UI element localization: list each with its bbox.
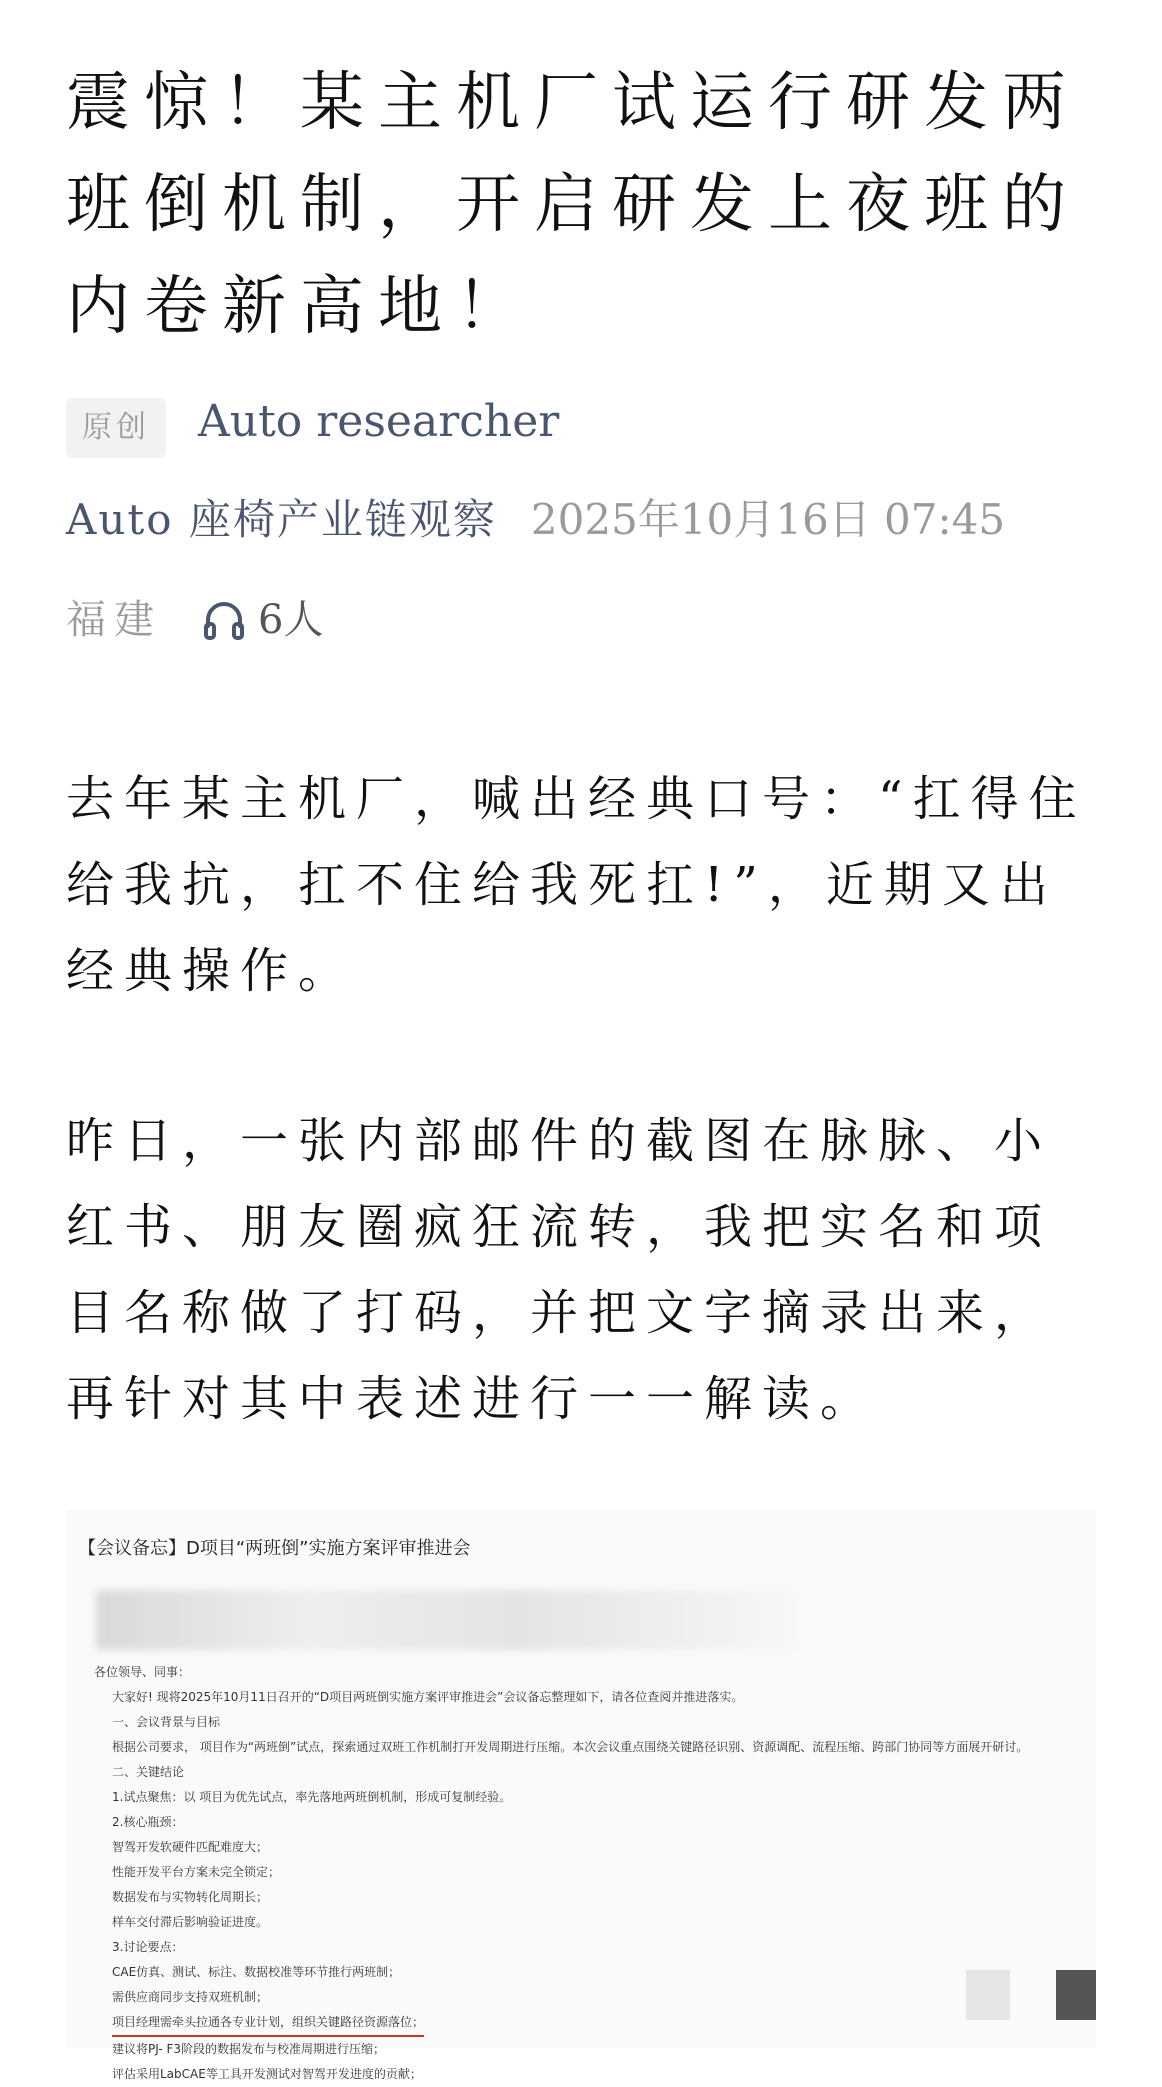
paragraph-2: 昨日，一张内部邮件的截图在脉脉、小红书、朋友圈疯狂流转，我把实名和项目名称做了打码，并把文字摘录出来，再针对其中表述进行一一解读。 [66, 1113, 1053, 1427]
publish-datetime: 2025年10月16日 07:45 [530, 495, 1006, 544]
screenshot-line: 大家好! 现将2025年10月11日召开的“D项目两班倒实施方案评审推进会”会议备忘整理如下，请各位查阅并推进落实。 [112, 1690, 744, 1704]
meta-line [66, 490, 1005, 550]
screenshot-line: 性能开发平台方案未完全锁定； [112, 1865, 281, 1879]
screenshot-line: 各位领导、同事： [94, 1665, 191, 1679]
screenshot-line: 2.核心瓶颈： [112, 1815, 184, 1829]
screenshot-line: 根据公司要求， 项目作为“两班倒”试点，探索通过双班工作机制打开发周期进行压缩。本次会议重点围绕关键路径识别、资源调配、流程压缩、跨部门协同等方面展开研讨。 [112, 1740, 1029, 1754]
screenshot-line: 数据发布与实物转化周期长； [112, 1890, 269, 1904]
screenshot-title: 【会议备忘】D项目“两班倒”实施方案评审推进会 [78, 1538, 471, 1559]
screenshot-line-highlighted: 项目经理需牵头拉通各专业计划，组织关键路径资源落位； [112, 2010, 424, 2037]
location: 福建 [66, 597, 162, 643]
article-title: 震惊！某主机厂试运行研发两班倒机制，开启研发上夜班的内卷新高地！ [66, 66, 1080, 344]
screenshot-line: 样车交付滞后影响验证进度。 [112, 1915, 269, 1929]
original-badge: 原创 [66, 398, 166, 458]
screenshot-line: 建议将PJ- F3阶段的数据发布与校准周期进行压缩； [112, 2042, 386, 2056]
mosaic-block [966, 1970, 1010, 2020]
redacted-blur [96, 1590, 796, 1650]
mosaic-block [1056, 1970, 1096, 2020]
author-name[interactable]: Auto researcher [198, 396, 560, 447]
screenshot-line: 评估采用LabCAE等工具开发测试对智驾开发进度的贡献； [112, 2067, 422, 2081]
paragraph-1: 去年某主机厂，喊出经典口号：“扛得住给我抗，扛不住给我死扛!”，近期又出经典操作。 [66, 771, 1087, 999]
screenshot-line: CAE仿真、测试、标注、数据校准等环节推行两班制； [112, 1965, 401, 1979]
screenshot-line: 智驾开发软硬件匹配难度大； [112, 1840, 269, 1854]
headphones-icon[interactable] [200, 596, 248, 644]
screenshot-line: 1.试点聚焦：以 项目为优先试点，率先落地两班倒机制，形成可复制经验。 [112, 1790, 512, 1804]
screenshot-line: 需供应商同步支持双班机制； [112, 1990, 269, 2004]
account-name[interactable]: Auto 座椅产业链观察 [66, 495, 497, 544]
embedded-email-screenshot[interactable] [66, 1510, 1096, 2081]
screenshot-body [94, 1660, 1094, 2087]
meta-line-2 [66, 590, 323, 650]
screenshot-line: 二、关键结论 [112, 1765, 185, 1779]
listen-count: 6人 [258, 597, 324, 643]
screenshot-line: 3.讨论要点： [112, 1940, 184, 1954]
screenshot-line: 一、会议背景与目标 [112, 1715, 221, 1729]
